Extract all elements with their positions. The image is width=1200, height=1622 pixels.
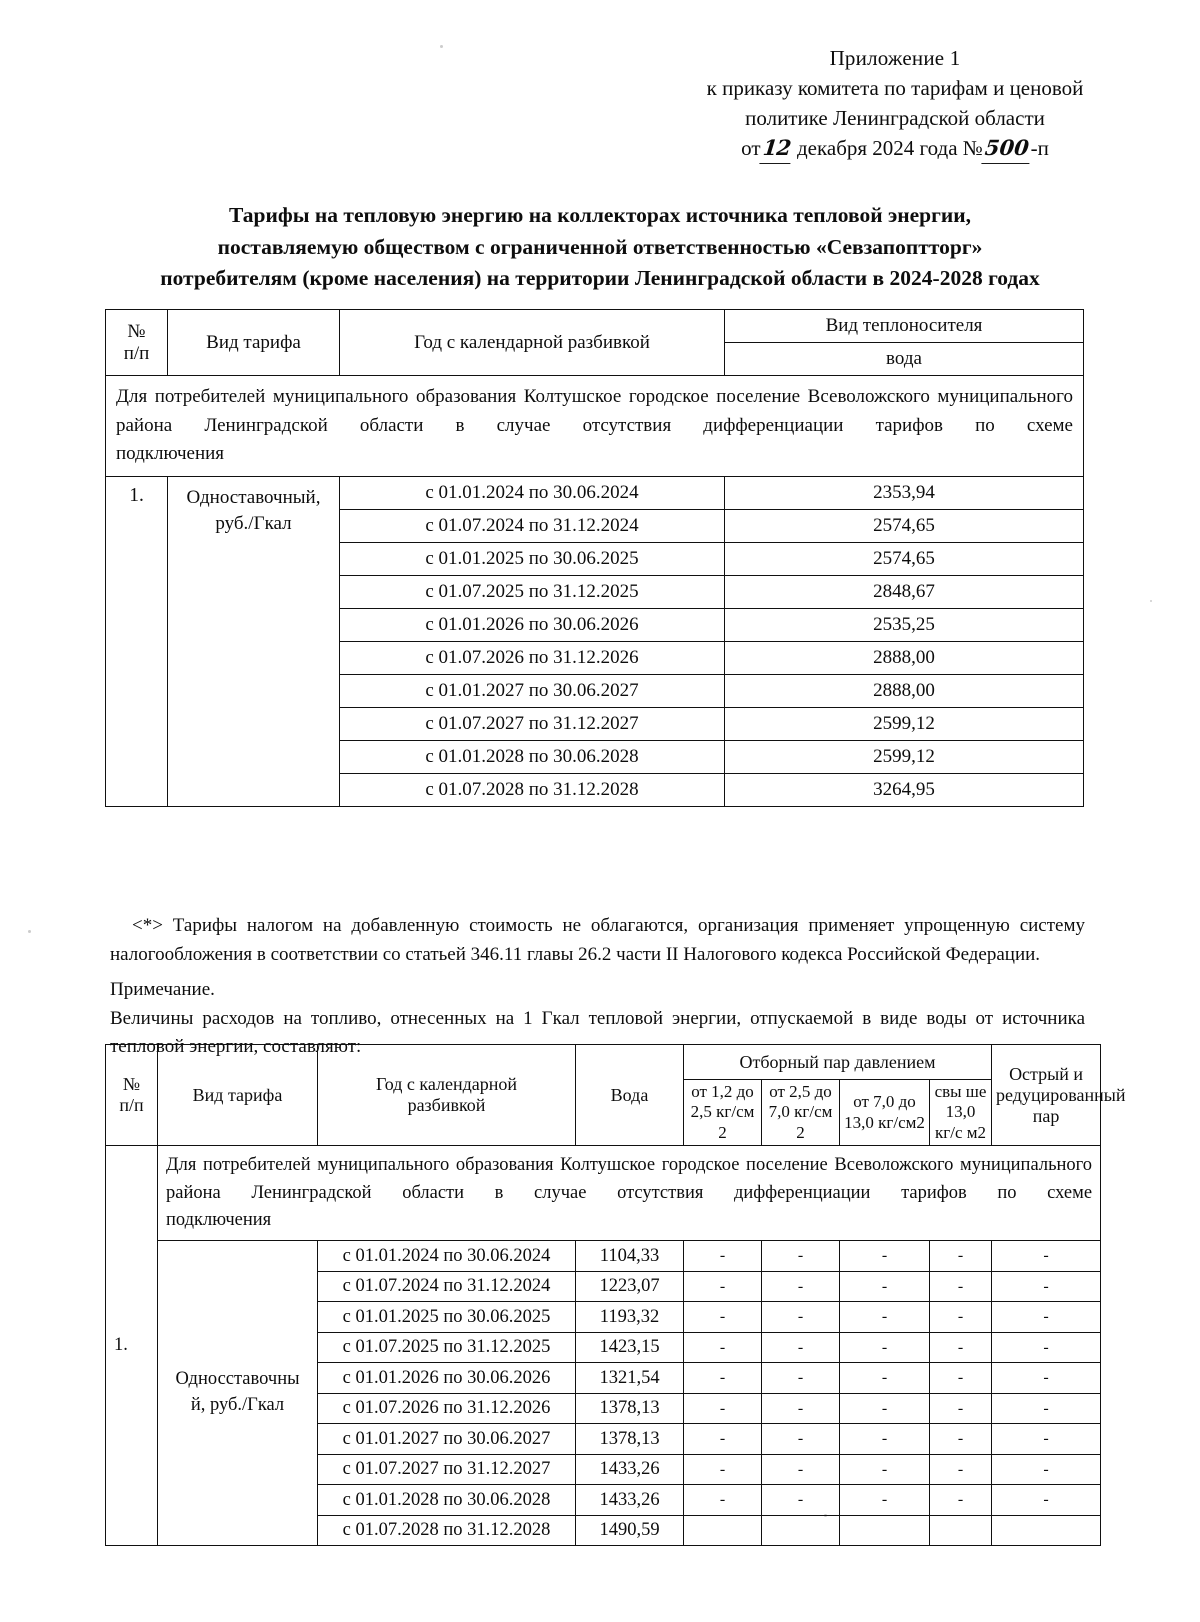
row2-steam-3: - bbox=[840, 1302, 930, 1333]
row2-period: с 01.01.2028 по 30.06.2028 bbox=[318, 1485, 576, 1516]
col-header-carrier-water: вода bbox=[725, 343, 1084, 376]
remark-title: Примечание. bbox=[110, 979, 215, 1000]
row2-index: 1. bbox=[106, 1146, 158, 1546]
consumers-note-2-last: подключения bbox=[166, 1209, 272, 1230]
table-header-row bbox=[106, 310, 1084, 343]
handwritten-order-number: 500 bbox=[981, 133, 1032, 164]
col2-header-number-l2: п/п bbox=[119, 1095, 144, 1116]
row2-sharp-steam: - bbox=[992, 1363, 1101, 1394]
vat-footnote-line-2: налогообложения в соответствии со статьей 346.11 главы 26.2 части II Налогового кодекса Российской Федерации. bbox=[110, 943, 1041, 965]
row2-steam-1: - bbox=[684, 1393, 762, 1424]
row2-period: с 01.01.2027 по 30.06.2027 bbox=[318, 1424, 576, 1455]
row2-tariff-type bbox=[158, 1241, 318, 1546]
row2-water: 1193,32 bbox=[576, 1302, 684, 1333]
row2-water: 1321,54 bbox=[576, 1363, 684, 1394]
row2-sharp-steam: - bbox=[992, 1332, 1101, 1363]
row2-steam-3: - bbox=[840, 1241, 930, 1272]
row-period: с 01.07.2028 по 31.12.2028 bbox=[340, 773, 725, 806]
remark-body-line-2: тепловой энергии, составляют: bbox=[110, 1036, 362, 1057]
row2-water: 1223,07 bbox=[576, 1271, 684, 1302]
row-period: с 01.01.2026 по 30.06.2026 bbox=[340, 608, 725, 641]
consumers-note-2 bbox=[158, 1146, 1101, 1241]
row2-period: с 01.01.2026 по 30.06.2026 bbox=[318, 1363, 576, 1394]
col2-header-sharp-steam: Острый и редуцированный пар bbox=[992, 1045, 1101, 1146]
row-period: с 01.07.2024 по 31.12.2024 bbox=[340, 509, 725, 542]
col2-header-year-l2: разбивкой bbox=[407, 1095, 486, 1116]
row2-steam-2: - bbox=[762, 1241, 840, 1272]
fuel-costs-table-container bbox=[105, 1044, 1126, 1546]
row2-sharp-steam: - bbox=[992, 1424, 1101, 1455]
row2-steam-4: - bbox=[930, 1454, 992, 1485]
row-period: с 01.01.2024 по 30.06.2024 bbox=[340, 476, 725, 509]
row-value-water: 2353,94 bbox=[725, 476, 1084, 509]
row-period: с 01.01.2028 по 30.06.2028 bbox=[340, 740, 725, 773]
row2-steam-3: - bbox=[840, 1393, 930, 1424]
row2-steam-4: - bbox=[930, 1302, 992, 1333]
row2-sharp-steam: - bbox=[992, 1393, 1101, 1424]
table2-note-row bbox=[106, 1146, 1101, 1241]
row-value-water: 3264,95 bbox=[725, 773, 1084, 806]
number-sign: № bbox=[962, 136, 983, 161]
row2-steam-4 bbox=[930, 1515, 992, 1546]
row-period: с 01.07.2027 по 31.12.2027 bbox=[340, 707, 725, 740]
col2-header-steam-2: от 2,5 до 7,0 кг/см 2 bbox=[762, 1080, 840, 1146]
row2-water: 1104,33 bbox=[576, 1241, 684, 1272]
row2-water: 1433,26 bbox=[576, 1454, 684, 1485]
row2-period: с 01.01.2025 по 30.06.2025 bbox=[318, 1302, 576, 1333]
col2-header-steam-3: от 7,0 до 13,0 кг/см2 bbox=[840, 1080, 930, 1146]
row2-steam-3 bbox=[840, 1515, 930, 1546]
row2-steam-1: - bbox=[684, 1454, 762, 1485]
row2-water: 1378,13 bbox=[576, 1424, 684, 1455]
row2-steam-4: - bbox=[930, 1485, 992, 1516]
row2-steam-2: - bbox=[762, 1393, 840, 1424]
row2-period: с 01.07.2025 по 31.12.2025 bbox=[318, 1332, 576, 1363]
col-header-year: Год с календарной разбивкой bbox=[340, 310, 725, 376]
col2-header-tariff-type: Вид тарифа bbox=[158, 1045, 318, 1146]
row2-steam-3: - bbox=[840, 1424, 930, 1455]
row2-steam-4: - bbox=[930, 1332, 992, 1363]
title-line-3: потребителям (кроме населения) на территории Ленинградской области в 2024-2028 годах bbox=[160, 266, 1040, 291]
row-value-water: 2888,00 bbox=[725, 674, 1084, 707]
row2-steam-3: - bbox=[840, 1271, 930, 1302]
row-period: с 01.07.2026 по 31.12.2026 bbox=[340, 641, 725, 674]
row2-steam-3: - bbox=[840, 1363, 930, 1394]
row-value-water: 2599,12 bbox=[725, 740, 1084, 773]
row2-steam-3: - bbox=[840, 1454, 930, 1485]
document-header bbox=[690, 44, 1100, 164]
row2-steam-1: - bbox=[684, 1363, 762, 1394]
row2-water: 1433,26 bbox=[576, 1485, 684, 1516]
col-header-number bbox=[106, 310, 168, 376]
row2-steam-4: - bbox=[930, 1424, 992, 1455]
col2-header-year-l1: Год с календарной bbox=[375, 1074, 518, 1095]
date-middle: декабря 2024 года bbox=[796, 136, 958, 161]
row-tariff-type-l2: руб./Гкал bbox=[215, 513, 292, 535]
scan-speckle bbox=[28, 930, 31, 933]
col-header-number-l1: № bbox=[127, 320, 146, 342]
row2-steam-1: - bbox=[684, 1271, 762, 1302]
col-header-carrier: Вид теплоносителя bbox=[725, 310, 1084, 343]
handwritten-day: 12 bbox=[759, 133, 793, 164]
consumers-note-text: Для потребителей муниципального образования Колтушское городское поселение Всеволожского муниципального района Ленинградской области в случае отсутствия дифференциации тарифов по схеме bbox=[116, 386, 1073, 436]
row2-steam-1: - bbox=[684, 1302, 762, 1333]
row2-sharp-steam: - bbox=[992, 1241, 1101, 1272]
fuel-costs-table bbox=[105, 1044, 1126, 1546]
row2-period: с 01.07.2028 по 31.12.2028 bbox=[318, 1515, 576, 1546]
row2-steam-2: - bbox=[762, 1302, 840, 1333]
row-value-water: 2535,25 bbox=[725, 608, 1084, 641]
row2-period: с 01.01.2024 по 30.06.2024 bbox=[318, 1241, 576, 1272]
table-row bbox=[106, 476, 1084, 509]
row2-tariff-type-l1: Односставочны bbox=[175, 1369, 300, 1390]
row-tariff-type bbox=[168, 476, 340, 806]
row2-steam-3: - bbox=[840, 1332, 930, 1363]
row2-steam-1 bbox=[684, 1515, 762, 1546]
row-index: 1. bbox=[106, 476, 168, 806]
row2-period: с 01.07.2024 по 31.12.2024 bbox=[318, 1271, 576, 1302]
remark-body-line-1: Величины расходов на топливо, отнесенных на 1 Гкал тепловой энергии, отпускаемой в виде воды от источника bbox=[110, 1007, 1085, 1029]
col2-header-year bbox=[318, 1045, 576, 1146]
consumers-note-last: подключения bbox=[116, 443, 225, 464]
col2-header-steam-group: Отборный пар давлением bbox=[684, 1045, 992, 1080]
row2-sharp-steam: - bbox=[992, 1485, 1101, 1516]
row2-steam-4: - bbox=[930, 1241, 992, 1272]
row2-steam-1: - bbox=[684, 1485, 762, 1516]
row2-steam-4: - bbox=[930, 1271, 992, 1302]
row2-water: 1378,13 bbox=[576, 1393, 684, 1424]
row-value-water: 2848,67 bbox=[725, 575, 1084, 608]
title-line-2: поставляемую обществом с ограниченной ответственностью «Севзапоптторг» bbox=[217, 234, 983, 259]
tariffs-table bbox=[105, 309, 1084, 807]
row2-sharp-steam: - bbox=[992, 1454, 1101, 1485]
row2-sharp-steam: - bbox=[992, 1271, 1101, 1302]
title-line-1: Тарифы на тепловую энергию на коллекторах источника тепловой энергии, bbox=[228, 203, 972, 227]
row2-water: 1423,15 bbox=[576, 1332, 684, 1363]
row-value-water: 2574,65 bbox=[725, 542, 1084, 575]
row-period: с 01.07.2025 по 31.12.2025 bbox=[340, 575, 725, 608]
row-period: с 01.01.2027 по 30.06.2027 bbox=[340, 674, 725, 707]
row-value-water: 2574,65 bbox=[725, 509, 1084, 542]
page-title bbox=[110, 200, 1090, 295]
col2-header-number bbox=[106, 1045, 158, 1146]
row2-steam-2 bbox=[762, 1515, 840, 1546]
header-order-line-1: к приказу комитета по тарифам и ценовой bbox=[706, 75, 1084, 100]
table2-header-top-row bbox=[106, 1045, 1101, 1080]
row2-period: с 01.07.2027 по 31.12.2027 bbox=[318, 1454, 576, 1485]
row2-steam-2: - bbox=[762, 1271, 840, 1302]
row2-steam-2: - bbox=[762, 1424, 840, 1455]
tariffs-table-container bbox=[105, 309, 1083, 807]
row-value-water: 2888,00 bbox=[725, 641, 1084, 674]
row2-water: 1490,59 bbox=[576, 1515, 684, 1546]
row2-tariff-type-l2: й, руб./Гкал bbox=[190, 1395, 285, 1416]
col2-header-steam-4: свы ше 13,0 кг/с м2 bbox=[930, 1080, 992, 1146]
consumers-note bbox=[106, 376, 1084, 477]
scan-speckle bbox=[1150, 600, 1152, 602]
row2-sharp-steam: - bbox=[992, 1302, 1101, 1333]
row2-steam-1: - bbox=[684, 1241, 762, 1272]
consumers-note-2-text: Для потребителей муниципального образования Колтушское городское поселение Всеволожского муниципального района Ленинградской области в случае отсутствия дифференциации тарифов по схеме bbox=[166, 1155, 1093, 1203]
table-note-row bbox=[106, 376, 1084, 477]
header-date-line bbox=[690, 133, 1100, 164]
row2-steam-1: - bbox=[684, 1424, 762, 1455]
col2-header-steam-1: от 1,2 до 2,5 кг/см 2 bbox=[684, 1080, 762, 1146]
header-order-line-2: политике Ленинградской области bbox=[745, 105, 1045, 130]
row-value-water: 2599,12 bbox=[725, 707, 1084, 740]
vat-footnote bbox=[110, 912, 1085, 970]
date-prefix: от bbox=[741, 136, 761, 161]
row2-steam-2: - bbox=[762, 1454, 840, 1485]
table-row bbox=[106, 1241, 1101, 1272]
col-header-tariff-type: Вид тарифа bbox=[168, 310, 340, 376]
col-header-number-l2: п/п bbox=[123, 342, 150, 364]
header-appendix-line: Приложение 1 bbox=[829, 46, 961, 70]
vat-footnote-line-1: <*> Тарифы налогом на добавленную стоимость не облагаются, организация применяет упрощенную систему bbox=[132, 915, 1085, 936]
col2-header-water: Вода bbox=[576, 1045, 684, 1146]
number-suffix: -п bbox=[1030, 136, 1049, 161]
row2-steam-4: - bbox=[930, 1393, 992, 1424]
row2-sharp-steam bbox=[992, 1515, 1101, 1546]
row-period: с 01.01.2025 по 30.06.2025 bbox=[340, 542, 725, 575]
row-tariff-type-l1: Одноставочный, bbox=[186, 486, 321, 508]
row2-steam-2: - bbox=[762, 1363, 840, 1394]
col2-header-number-l1: № bbox=[122, 1074, 141, 1095]
row2-steam-2: - bbox=[762, 1485, 840, 1516]
scan-speckle bbox=[440, 45, 443, 48]
row2-period: с 01.07.2026 по 31.12.2026 bbox=[318, 1393, 576, 1424]
row2-steam-2: - bbox=[762, 1332, 840, 1363]
row2-steam-3: - bbox=[840, 1485, 930, 1516]
row2-steam-1: - bbox=[684, 1332, 762, 1363]
row2-steam-4: - bbox=[930, 1363, 992, 1394]
